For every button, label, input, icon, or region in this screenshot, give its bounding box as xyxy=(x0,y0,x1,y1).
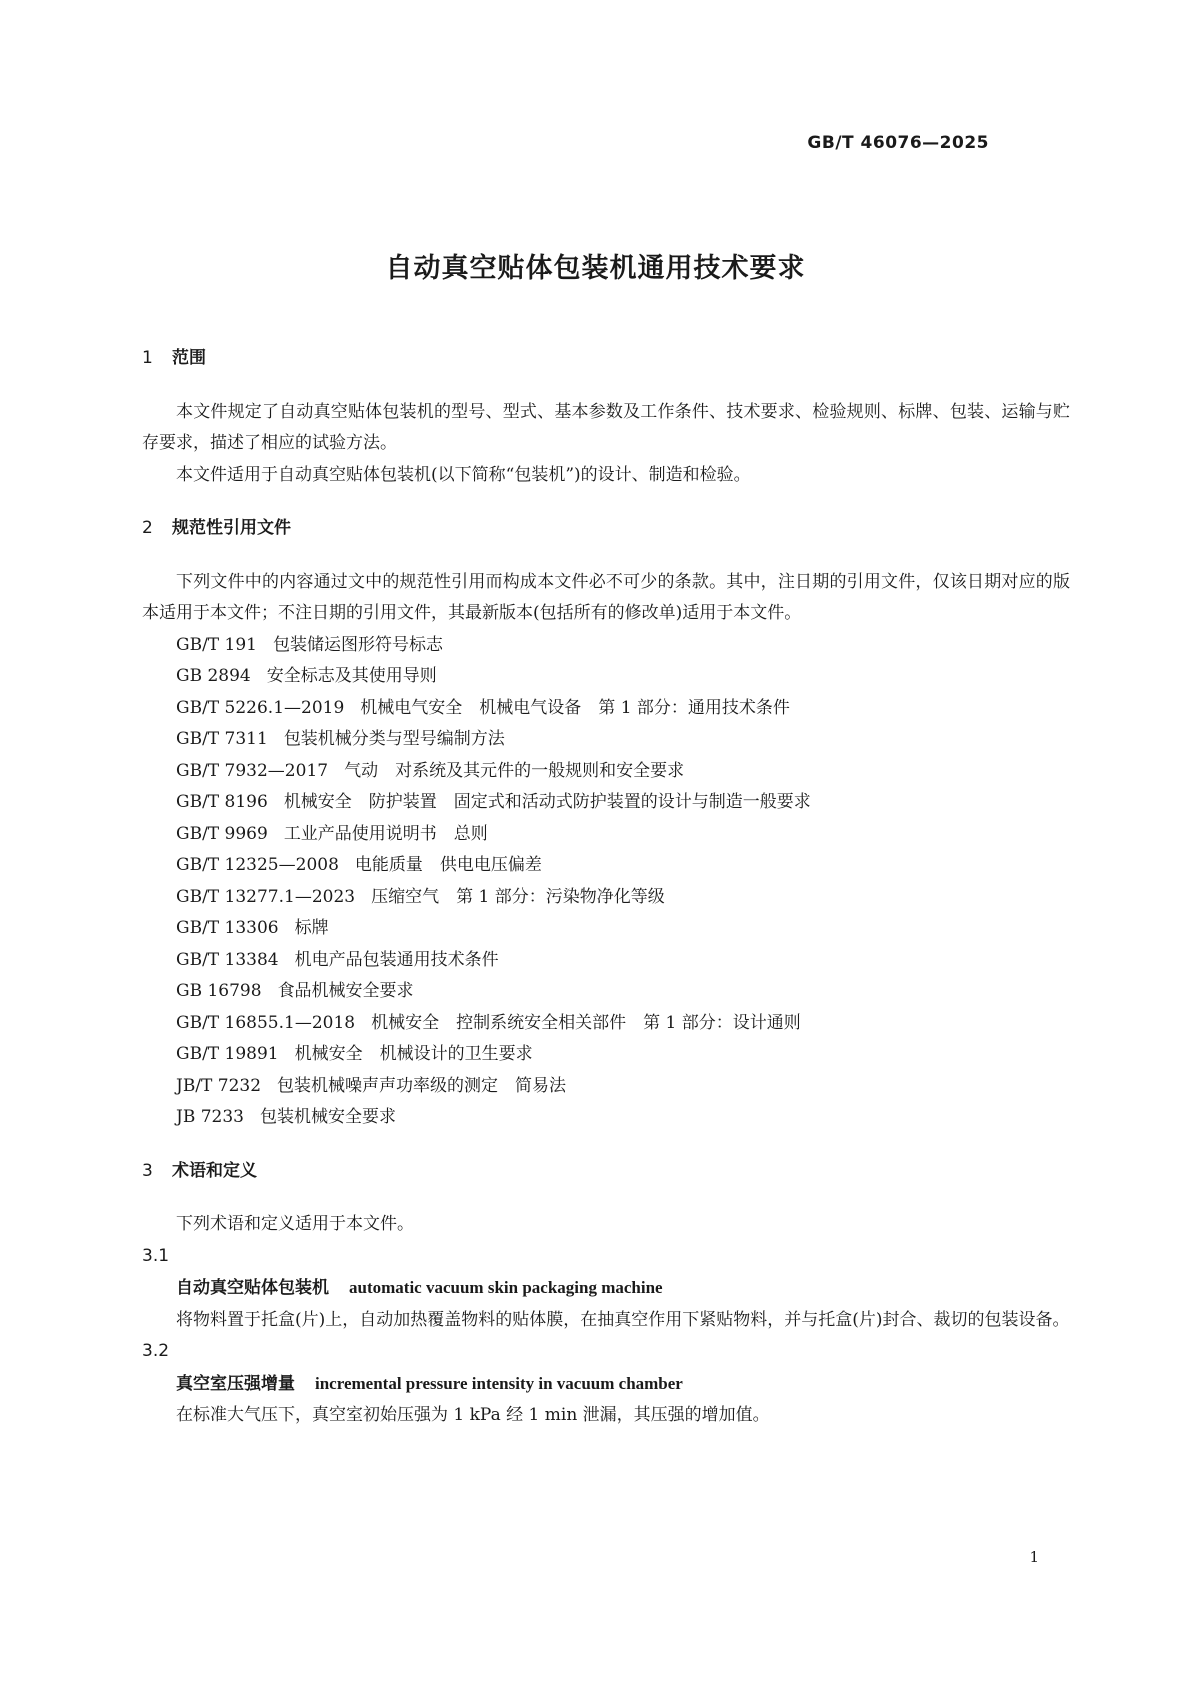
reference-item xyxy=(142,756,1070,788)
reference-title: 机械安全 防护装置 固定式和活动式防护装置的设计与制造一般要求 xyxy=(283,792,811,812)
reference-list xyxy=(142,630,1070,1134)
reference-item xyxy=(142,913,1070,945)
reference-code: GB/T 8196 xyxy=(176,792,268,812)
reference-code: JB 7233 xyxy=(176,1107,244,1127)
document-body xyxy=(142,343,1070,1432)
reference-code: GB/T 7311 xyxy=(176,729,268,749)
section-title: 术语和定义 xyxy=(172,1160,257,1181)
term-entry xyxy=(142,1241,1070,1337)
reference-item xyxy=(142,945,1070,977)
term-definition: 在标准大气压下，真空室初始压强为 1 kPa 经 1 min 泄漏，其压强的增加值。 xyxy=(176,1405,770,1425)
reference-title: 气动 对系统及其元件的一般规则和安全要求 xyxy=(344,760,685,781)
reference-code: GB/T 16855.1—2018 xyxy=(176,1012,356,1033)
reference-item xyxy=(142,976,1070,1008)
standard-code: GB/T 46076—2025 xyxy=(807,133,989,153)
term-chinese: 真空室压强增量 xyxy=(176,1373,295,1394)
term-entry xyxy=(142,1336,1070,1432)
reference-item xyxy=(142,724,1070,756)
reference-item xyxy=(142,1071,1070,1103)
reference-code: GB 16798 xyxy=(176,981,262,1001)
reference-item xyxy=(142,819,1070,851)
reference-item xyxy=(142,630,1070,662)
reference-code: JB/T 7232 xyxy=(176,1075,262,1096)
section-number: 2 xyxy=(142,518,153,538)
reference-title: 安全标志及其使用导则 xyxy=(266,666,437,686)
reference-title: 机械安全 控制系统安全相关部件 第 1 部分：设计通则 xyxy=(371,1012,801,1033)
reference-item xyxy=(142,1008,1070,1040)
reference-item xyxy=(142,1039,1070,1071)
section-title: 规范性引用文件 xyxy=(172,518,291,538)
term-number: 3.2 xyxy=(142,1341,170,1361)
reference-code: GB 2894 xyxy=(176,666,251,686)
reference-title: 机械安全 机械设计的卫生要求 xyxy=(294,1044,533,1064)
terms-intro: 下列术语和定义适用于本文件。 xyxy=(176,1214,414,1234)
section-number: 1 xyxy=(142,348,153,368)
reference-code: GB/T 5226.1—2019 xyxy=(176,697,345,718)
reference-code: GB/T 13277.1—2023 xyxy=(176,886,356,907)
reference-title: 压缩空气 第 1 部分：污染物净化等级 xyxy=(371,886,665,907)
term-english: automatic vacuum skin packaging machine xyxy=(349,1278,663,1297)
reference-code: GB/T 9969 xyxy=(176,823,268,844)
reference-item xyxy=(142,882,1070,914)
reference-code: GB/T 7932—2017 xyxy=(176,760,329,781)
reference-title: 电能质量 供电电压偏差 xyxy=(354,855,542,875)
reference-title: 包装储运图形符号标志 xyxy=(273,634,443,655)
reference-item xyxy=(142,1102,1070,1134)
section-heading-scope xyxy=(142,343,1070,375)
page-number: 1 xyxy=(1029,1548,1039,1566)
reference-item xyxy=(142,850,1070,882)
reference-code: GB/T 19891 xyxy=(176,1044,279,1064)
reference-code: GB/T 191 xyxy=(176,634,257,655)
document-title: 自动真空贴体包装机通用技术要求 xyxy=(385,253,806,284)
reference-code: GB/T 13306 xyxy=(176,918,279,938)
reference-title: 机械电气安全 机械电气设备 第 1 部分：通用技术条件 xyxy=(360,697,790,718)
term-definition: 将物料置于托盒(片)上，自动加热覆盖物料的贴体膜，在抽真空作用下紧贴物料，并与托盒(片)封合、裁切的包装设备。 xyxy=(176,1309,1070,1330)
reference-item xyxy=(142,693,1070,725)
scope-paragraph: 本文件适用于自动真空贴体包装机(以下简称“包装机”)的设计、制造和检验。 xyxy=(176,464,751,485)
reference-title: 机电产品包装通用技术条件 xyxy=(294,949,499,970)
reference-code: GB/T 13384 xyxy=(176,949,279,970)
reference-title: 包装机械噪声声功率级的测定 简易法 xyxy=(277,1075,567,1096)
section-number: 3 xyxy=(142,1160,153,1181)
term-heading xyxy=(142,1272,1070,1305)
section-title: 范围 xyxy=(172,348,206,368)
term-english: incremental pressure intensity in vacuum chamber xyxy=(315,1373,683,1393)
scope-paragraph: 本文件规定了自动真空贴体包装机的型号、型式、基本参数及工作条件、技术要求、检验规则、标牌、包装、运输与贮存要求，描述了相应的试验方法。 xyxy=(142,401,1070,453)
reference-item xyxy=(142,787,1070,819)
term-chinese: 自动真空贴体包装机 xyxy=(176,1278,329,1298)
reference-title: 工业产品使用说明书 总则 xyxy=(283,823,488,844)
references-intro: 下列文件中的内容通过文中的规范性引用而构成本文件必不可少的条款。其中，注日期的引用文件，仅该日期对应的版本适用于本文件；不注日期的引用文件，其最新版本(包括所有的修改单)适用于本文件。 xyxy=(142,571,1070,623)
section-heading-references xyxy=(142,513,1070,545)
section-heading-terms xyxy=(142,1156,1070,1188)
term-heading xyxy=(142,1368,1070,1401)
reference-title: 包装机械分类与型号编制方法 xyxy=(283,729,505,749)
term-number: 3.1 xyxy=(142,1245,170,1266)
reference-item xyxy=(142,661,1070,693)
reference-code: GB/T 12325—2008 xyxy=(176,855,339,875)
reference-title: 食品机械安全要求 xyxy=(277,981,414,1001)
reference-title: 标牌 xyxy=(294,918,329,938)
reference-title: 包装机械安全要求 xyxy=(259,1107,396,1127)
